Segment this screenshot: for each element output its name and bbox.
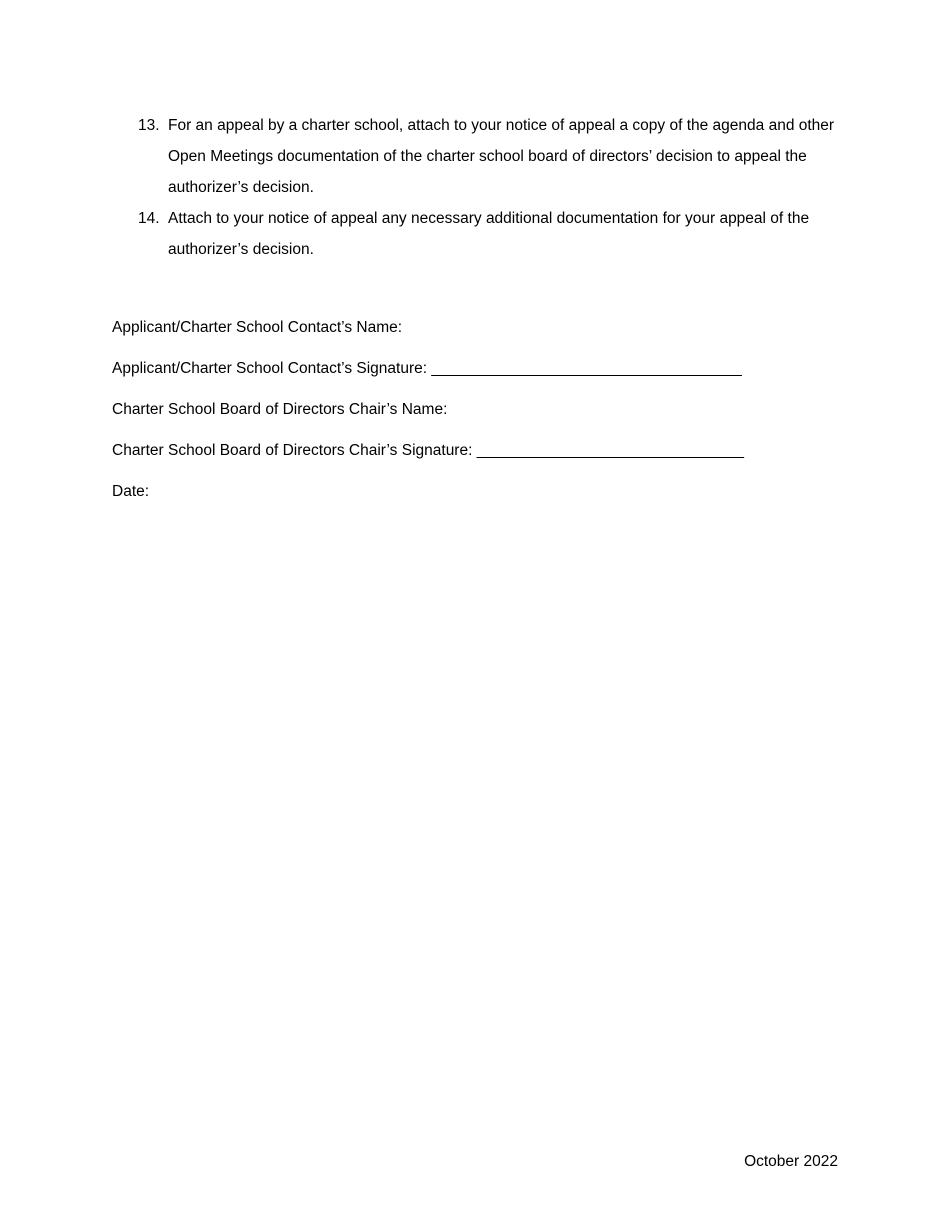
chair-name-label: Charter School Board of Directors Chair’s Name: (112, 401, 448, 418)
contact-name-label: Applicant/Charter School Contact’s Name: (112, 319, 403, 336)
chair-signature-field (112, 439, 832, 480)
contact-signature-line: ____________________________________ (431, 360, 742, 377)
contact-signature-field (112, 357, 832, 398)
instruction-list (138, 110, 848, 265)
signature-block (112, 316, 832, 521)
list-item-14 (138, 203, 848, 265)
list-item-number: 14. (138, 210, 160, 227)
chair-name-field (112, 398, 832, 439)
date-field (112, 480, 832, 521)
list-item-number: 13. (138, 117, 160, 134)
chair-signature-line: _______________________________ (476, 442, 744, 459)
list-item-text: Attach to your notice of appeal any necessary additional documentation for your appeal of the authorizer’s decision. (168, 210, 810, 258)
chair-signature-label: Charter School Board of Directors Chair’s Signature: (112, 442, 473, 459)
contact-signature-label: Applicant/Charter School Contact’s Signature: (112, 360, 428, 377)
date-label: Date: (112, 483, 150, 500)
list-item-13 (138, 110, 848, 203)
list-item-text: For an appeal by a charter school, attach to your notice of appeal a copy of the agenda and other Open Meetings documentation of the charter school board of directors’ decision to appeal the authorizer’s decision. (168, 117, 835, 196)
contact-name-field (112, 316, 832, 357)
footer-date: October 2022 (744, 1153, 838, 1170)
